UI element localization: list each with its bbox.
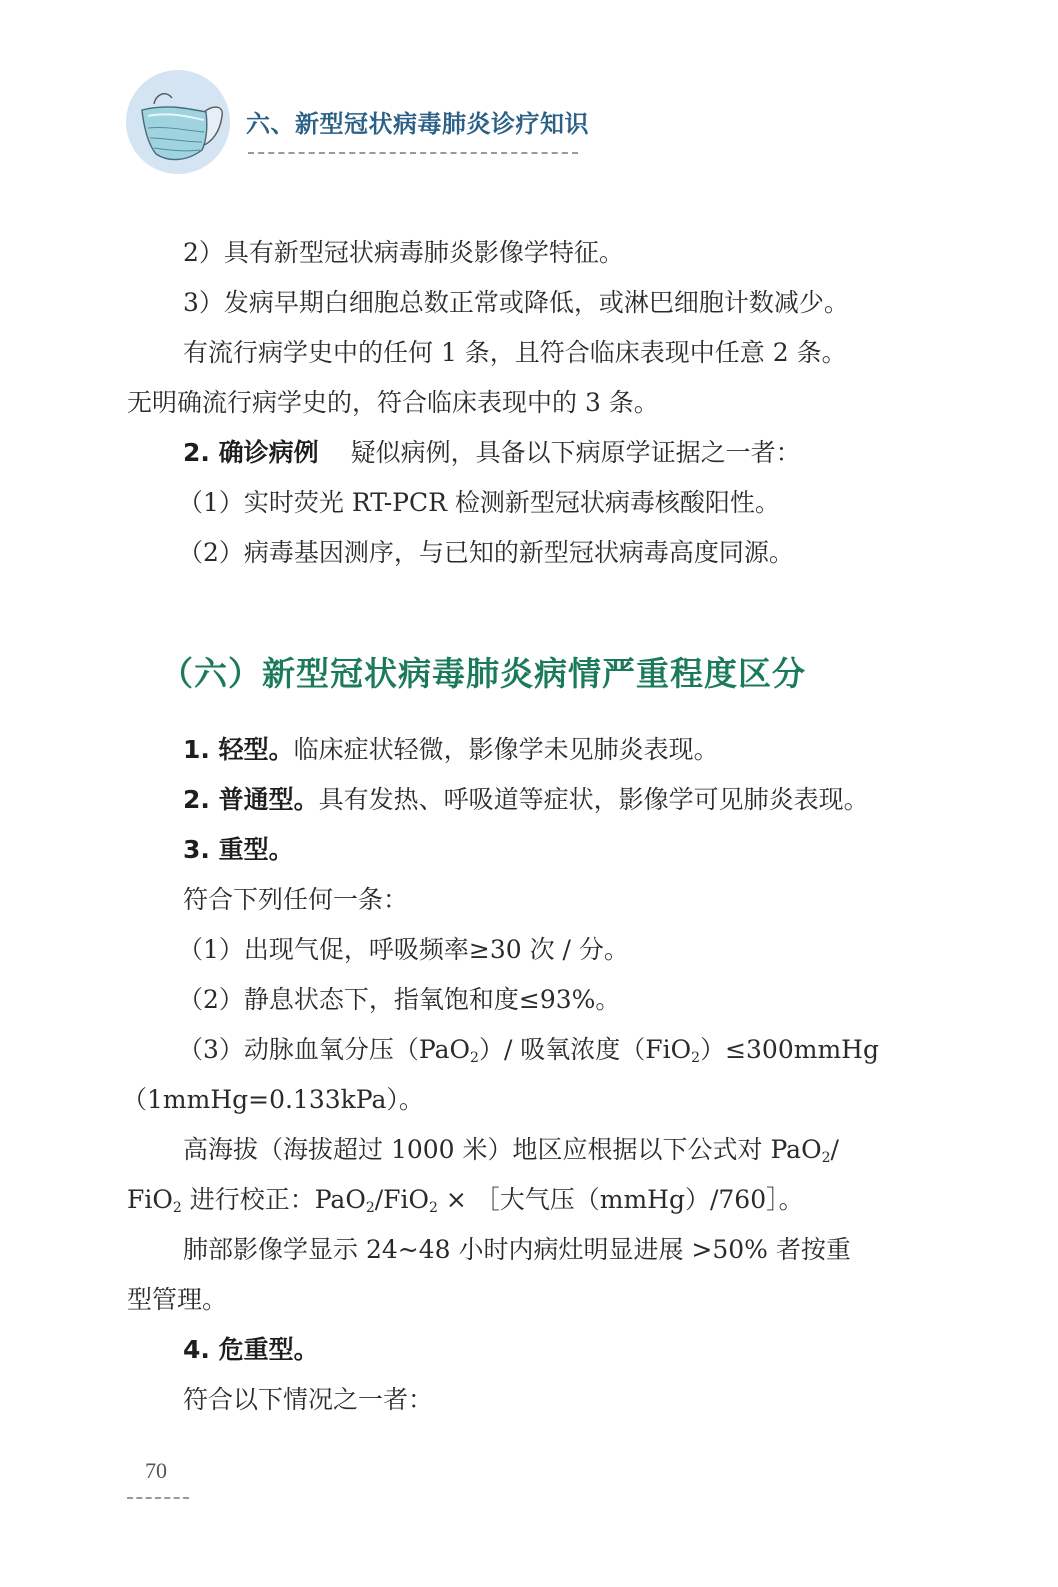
type-common [183,785,869,815]
severe-criterion-1: （1）出现气促，呼吸频率≥30 次 / 分。 [178,935,629,964]
type-severe [183,835,294,865]
severe-criterion-3 [178,1035,879,1065]
confirmed-case-label: 2. 确诊病例 [183,438,319,467]
type-mild [183,735,719,765]
chapter-title: 六、新型冠状病毒肺炎诊疗知识 [246,109,589,138]
criteria-rule-with-history: 有流行病学史中的任何 1 条，且符合临床表现中任意 2 条。 [183,338,847,367]
subscript: 2 [365,1200,375,1216]
chapter-badge [126,70,230,174]
subscript: 2 [470,1050,479,1066]
criteria-item-3: 3）发病早期白细胞总数正常或降低，或淋巴细胞计数减少。 [183,288,849,317]
altitude-slash: / [830,1135,839,1164]
formula-part-a: FiO [127,1185,173,1214]
altitude-text: 高海拔（海拔超过 1000 米）地区应根据以下公式对 PaO [183,1135,822,1164]
page-number: 70 [145,1458,167,1483]
type-mild-label: 1. 轻型。 [183,735,294,764]
criterion-3-part-c: ）≤300mmHg [700,1035,879,1064]
type-critical-label: 4. 危重型。 [183,1335,319,1364]
formula-part-d: × ［大气压（mmHg）/760］。 [437,1185,804,1214]
face-mask-icon [126,70,230,174]
type-common-label: 2. 普通型。 [183,785,319,814]
subscript: 2 [172,1200,182,1216]
severe-criterion-2: （2）静息状态下，指氧饱和度≤93%。 [178,985,621,1014]
header-divider [248,152,578,154]
severe-criterion-3-continued: （1mmHg=0.133kPa）。 [122,1085,424,1114]
criteria-item-2: 2）具有新型冠状病毒肺炎影像学特征。 [183,238,624,267]
formula-part-c: /FiO [374,1185,429,1214]
confirmed-evidence-2: （2）病毒基因测序，与已知的新型冠状病毒高度同源。 [178,538,794,567]
subscript: 2 [429,1200,438,1216]
type-mild-text: 临床症状轻微，影像学未见肺炎表现。 [293,735,719,764]
subscript: 2 [821,1150,831,1166]
confirmed-case-paragraph [183,438,801,468]
altitude-correction [183,1135,839,1165]
altitude-correction-formula [127,1185,804,1215]
subscript: 2 [691,1050,701,1066]
criterion-3-part-b: ）/ 吸氧浓度（FiO [478,1035,692,1064]
confirmed-case-text: 疑似病例，具备以下病原学证据之一者： [350,438,801,467]
severe-intro: 符合下列任何一条： [183,885,409,914]
imaging-progression: 肺部影像学显示 24~48 小时内病灶明显进展 >50% 者按重 [183,1235,851,1264]
type-critical [183,1335,319,1365]
formula-part-b: 进行校正：PaO [181,1185,366,1214]
criteria-rule-without-history: 无明确流行病学史的，符合临床表现中的 3 条。 [127,388,659,417]
criterion-3-part-a: （3）动脉血氧分压（PaO [178,1035,471,1064]
imaging-progression-continued: 型管理。 [127,1285,228,1314]
section-heading: （六）新型冠状病毒肺炎病情严重程度区分 [160,654,806,693]
footer-divider [127,1497,189,1499]
confirmed-evidence-1: （1）实时荧光 RT-PCR 检测新型冠状病毒核酸阳性。 [178,488,780,517]
type-severe-label: 3. 重型。 [183,835,294,864]
type-common-text: 具有发热、呼吸道等症状，影像学可见肺炎表现。 [318,785,869,814]
critical-intro: 符合以下情况之一者： [183,1385,434,1414]
